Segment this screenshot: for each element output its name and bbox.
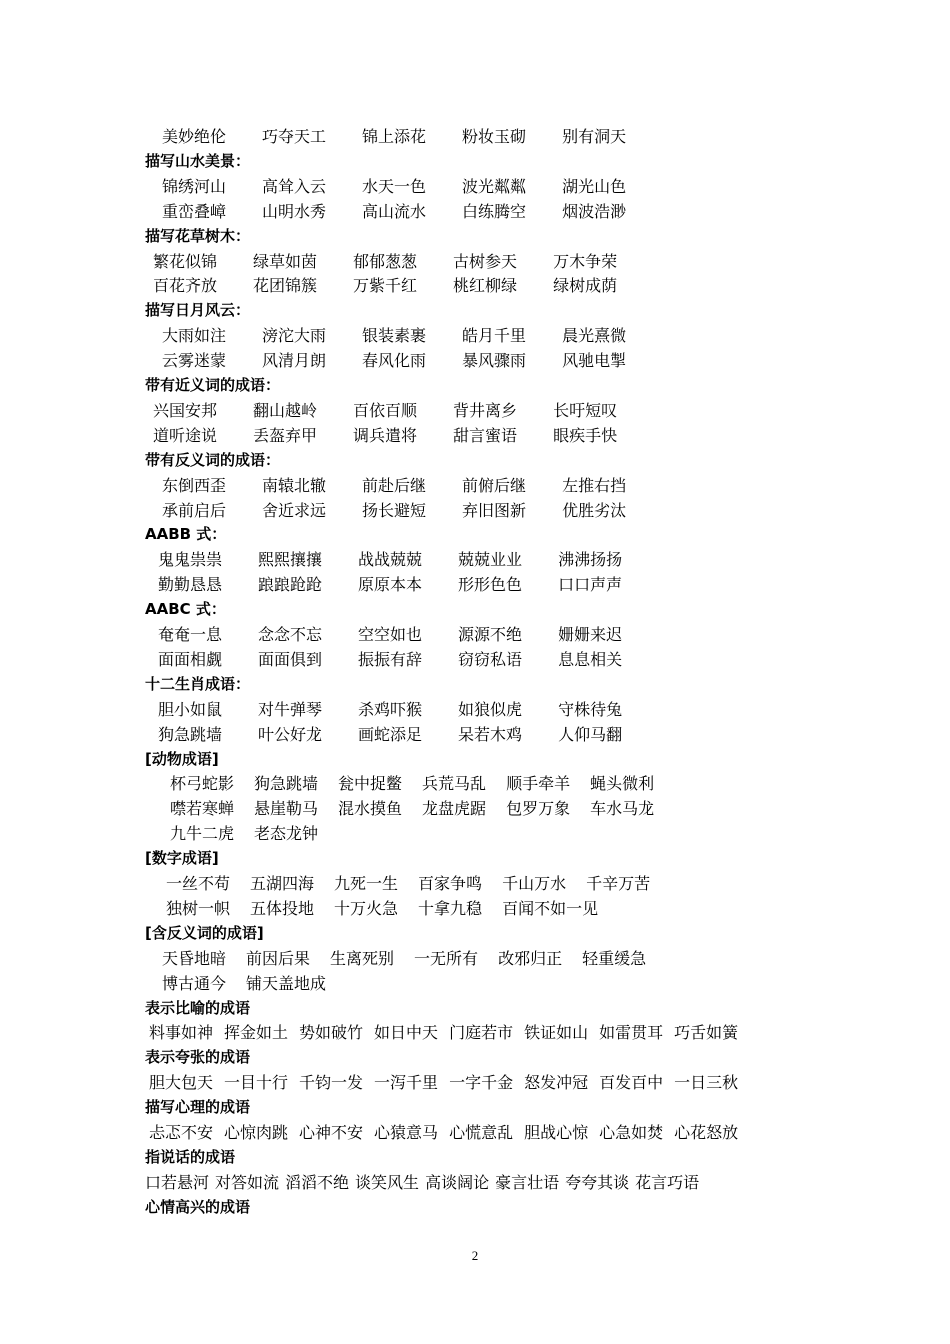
idiom: 银装素裹 xyxy=(362,326,427,346)
idiom: 生离死别 xyxy=(330,948,395,968)
idiom: 独树一帜 xyxy=(166,898,231,918)
idiom: 前因后果 xyxy=(246,948,311,968)
idiom: 守株待兔 xyxy=(558,699,623,719)
idiom: 悬崖勒马 xyxy=(254,799,319,819)
idiom: 面面相觑 xyxy=(158,649,223,669)
idiom: 美妙绝伦 xyxy=(162,127,227,146)
idiom: 万紫千红 xyxy=(353,276,418,296)
idiom: 口口声声 xyxy=(558,575,623,595)
idiom: 车水马龙 xyxy=(590,799,655,819)
idiom: 绿草如茵 xyxy=(253,251,318,271)
section-heading: [动物成语] xyxy=(145,749,219,768)
idiom: 如雷贯耳 xyxy=(599,1023,664,1043)
idiom: 大雨如注 xyxy=(162,326,227,346)
idiom: 一字千金 xyxy=(449,1073,514,1093)
idiom-row xyxy=(145,572,622,597)
idiom: 改邪归正 xyxy=(498,948,563,968)
idiom: 混水摸鱼 xyxy=(338,799,403,819)
section-heading: 心情高兴的成语 xyxy=(145,1197,251,1216)
idiom: 形形色色 xyxy=(458,575,523,595)
idiom: 噤若寒蝉 xyxy=(170,799,235,819)
idiom: 重峦叠嶂 xyxy=(162,201,227,221)
idiom: 狗急跳墙 xyxy=(254,774,319,794)
idiom: 锦上添花 xyxy=(362,127,427,146)
idiom: 胆大包天 xyxy=(149,1073,214,1093)
idiom: 姗姗来迟 xyxy=(558,625,623,644)
idiom: 对牛弹琴 xyxy=(258,699,323,719)
idiom: 蝇头微利 xyxy=(590,774,655,794)
idiom: 粉妆玉砌 xyxy=(462,127,527,146)
idiom: 千山万水 xyxy=(502,874,567,893)
idiom: 胆小如鼠 xyxy=(158,699,223,719)
idiom-row xyxy=(145,174,626,199)
idiom: 花团锦簇 xyxy=(253,276,318,296)
idiom: 风清月朗 xyxy=(262,351,327,371)
idiom: 振振有辞 xyxy=(358,649,423,669)
idiom: 心急如焚 xyxy=(599,1123,664,1142)
idiom: 如狼似虎 xyxy=(458,699,523,719)
idiom: 山明水秀 xyxy=(262,201,327,221)
idiom: 前赴后继 xyxy=(362,475,427,495)
idiom: 一丝不苟 xyxy=(166,874,231,893)
section-heading: 十二生肖成语： xyxy=(145,674,251,693)
idiom: 别有洞天 xyxy=(562,127,627,146)
idiom: 忐忑不安 xyxy=(149,1123,214,1142)
section-heading: 指说话的成语 xyxy=(145,1147,236,1166)
idiom: 舍近求远 xyxy=(262,500,327,520)
section-heading: 表示夸张的成语 xyxy=(145,1048,251,1067)
idiom: 湖光山色 xyxy=(562,176,627,196)
idiom-row xyxy=(145,796,654,821)
idiom: 铁证如山 xyxy=(524,1023,589,1043)
idiom: 对答如流 xyxy=(215,1172,280,1192)
idiom-row xyxy=(145,821,318,846)
idiom: 一目十行 xyxy=(224,1073,289,1093)
idiom: 心慌意乱 xyxy=(449,1123,514,1142)
idiom: 包罗万象 xyxy=(506,799,571,819)
idiom: 晨光熹微 xyxy=(562,326,627,346)
idiom: 巧舌如簧 xyxy=(674,1023,739,1043)
idiom: 面面俱到 xyxy=(258,649,323,669)
idiom-row xyxy=(145,771,654,796)
idiom-row xyxy=(145,398,617,423)
idiom: 龙盘虎踞 xyxy=(422,799,487,819)
idiom-row xyxy=(145,1170,699,1195)
idiom-row xyxy=(145,946,646,971)
idiom: 息息相关 xyxy=(558,649,623,669)
idiom: 兵荒马乱 xyxy=(422,774,487,794)
idiom: 繁花似锦 xyxy=(153,251,218,271)
idiom: 轻重缓急 xyxy=(582,948,647,968)
idiom: 丢盔弃甲 xyxy=(253,425,318,445)
idiom-row xyxy=(145,896,598,921)
section-heading: 描写日月风云： xyxy=(145,301,251,320)
idiom: 杯弓蛇影 xyxy=(170,774,235,794)
idiom-row xyxy=(145,323,626,348)
idiom-row xyxy=(145,473,626,498)
idiom: 豪言壮语 xyxy=(495,1172,560,1192)
idiom: 怒发冲冠 xyxy=(524,1073,589,1093)
idiom: 老态龙钟 xyxy=(254,824,319,844)
idiom: 千钧一发 xyxy=(299,1073,364,1093)
idiom-row xyxy=(145,124,626,149)
idiom: 原原本本 xyxy=(358,575,423,595)
idiom: 一日三秋 xyxy=(674,1073,739,1093)
idiom: 风驰电掣 xyxy=(562,351,627,371)
idiom: 郁郁葱葱 xyxy=(353,251,418,271)
idiom: 挥金如土 xyxy=(224,1023,289,1043)
idiom: 万木争荣 xyxy=(553,251,618,271)
idiom: 心惊肉跳 xyxy=(224,1123,289,1142)
idiom: 调兵遣将 xyxy=(353,425,418,445)
idiom: 沸沸扬扬 xyxy=(558,550,623,570)
idiom: 高山流水 xyxy=(362,201,427,221)
idiom: 博古通今 xyxy=(162,973,227,993)
idiom-row xyxy=(145,498,626,523)
idiom-row xyxy=(145,1120,738,1145)
idiom: 水天一色 xyxy=(362,176,427,196)
idiom: 顺手牵羊 xyxy=(506,774,571,794)
idiom: 云雾迷蒙 xyxy=(162,351,227,371)
idiom-row xyxy=(145,249,617,274)
idiom: 锦绣河山 xyxy=(162,176,227,196)
idiom: 五体投地 xyxy=(250,898,315,918)
idiom: 桃红柳绿 xyxy=(453,276,518,296)
idiom: 春风化雨 xyxy=(362,351,427,371)
idiom: 花言巧语 xyxy=(635,1172,700,1192)
idiom-row xyxy=(145,647,622,672)
idiom: 夸夸其谈 xyxy=(565,1172,630,1192)
idiom: 奄奄一息 xyxy=(158,625,223,644)
idiom: 鬼鬼祟祟 xyxy=(158,550,223,570)
idiom-row xyxy=(145,1070,738,1095)
idiom: 十万火急 xyxy=(334,898,399,918)
idiom-row xyxy=(145,348,626,373)
idiom: 踉踉跄跄 xyxy=(258,575,323,595)
idiom: 背井离乡 xyxy=(453,400,518,420)
idiom: 绿树成荫 xyxy=(553,276,618,296)
idiom: 熙熙攘攘 xyxy=(258,550,323,570)
section-heading: AABC 式： xyxy=(145,600,226,619)
idiom: 南辕北辙 xyxy=(262,475,327,495)
idiom: 道听途说 xyxy=(153,425,218,445)
idiom: 瓮中捉鳖 xyxy=(338,774,403,794)
idiom: 波光粼粼 xyxy=(462,176,527,196)
idiom: 百闻不如一见 xyxy=(502,898,599,918)
idiom-row xyxy=(145,722,622,747)
idiom: 翻山越岭 xyxy=(253,400,318,420)
idiom: 百发百中 xyxy=(599,1073,664,1093)
section-heading: [数字成语] xyxy=(145,849,219,868)
idiom: 心猿意马 xyxy=(374,1123,439,1142)
idiom-row xyxy=(145,199,626,224)
section-heading: 描写山水美景： xyxy=(145,151,251,170)
idiom: 杀鸡吓猴 xyxy=(358,699,423,719)
idiom: 心神不安 xyxy=(299,1123,364,1142)
idiom: 高谈阔论 xyxy=(425,1172,490,1192)
idiom: 口若悬河 xyxy=(145,1172,210,1192)
idiom: 勤勤恳恳 xyxy=(158,575,223,595)
idiom: 巧夺天工 xyxy=(262,127,327,146)
idiom: 百家争鸣 xyxy=(418,874,483,893)
idiom: 势如破竹 xyxy=(299,1023,364,1043)
idiom-row xyxy=(145,423,617,448)
section-heading: AABB 式： xyxy=(145,525,227,544)
idiom: 百依百顺 xyxy=(353,400,418,420)
idiom-row xyxy=(145,1020,738,1045)
idiom: 兢兢业业 xyxy=(458,550,523,570)
idiom: 人仰马翻 xyxy=(558,724,623,744)
idiom-row xyxy=(145,622,622,647)
idiom: 弃旧图新 xyxy=(462,500,527,520)
idiom-row xyxy=(145,273,617,298)
idiom: 九死一生 xyxy=(334,874,399,893)
idiom: 白练腾空 xyxy=(462,201,527,221)
idiom: 千辛万苦 xyxy=(586,874,651,893)
idiom: 长吁短叹 xyxy=(553,400,618,420)
idiom: 高耸入云 xyxy=(262,176,327,196)
idiom: 心花怒放 xyxy=(674,1123,739,1142)
idiom: 窃窃私语 xyxy=(458,649,523,669)
idiom: 东倒西歪 xyxy=(162,475,227,495)
idiom: 皓月千里 xyxy=(462,326,527,346)
section-heading: 带有近义词的成语： xyxy=(145,376,281,394)
idiom-row xyxy=(145,871,650,896)
idiom: 扬长避短 xyxy=(362,500,427,520)
idiom: 九牛二虎 xyxy=(170,824,235,844)
idiom: 空空如也 xyxy=(358,625,423,644)
idiom: 一无所有 xyxy=(414,948,479,968)
idiom: 叶公好龙 xyxy=(258,724,323,744)
idiom: 兴国安邦 xyxy=(153,400,218,420)
idiom: 战战兢兢 xyxy=(358,550,423,570)
idiom: 滂沱大雨 xyxy=(262,326,327,346)
idiom: 承前启后 xyxy=(162,500,227,520)
section-heading: 描写心理的成语 xyxy=(145,1098,251,1117)
idiom: 料事如神 xyxy=(149,1023,214,1043)
section-heading: 描写花草树木： xyxy=(145,226,251,245)
idiom-row xyxy=(145,971,326,996)
idiom: 百花齐放 xyxy=(153,276,218,296)
idiom: 门庭若市 xyxy=(449,1023,514,1043)
idiom: 铺天盖地成 xyxy=(246,973,327,993)
idiom: 十拿九稳 xyxy=(418,898,483,918)
idiom: 眼疾手快 xyxy=(553,425,618,445)
section-heading: 表示比喻的成语 xyxy=(145,998,251,1017)
idiom: 烟波浩渺 xyxy=(562,201,627,221)
idiom: 源源不绝 xyxy=(458,625,523,644)
idiom: 画蛇添足 xyxy=(358,724,423,744)
section-heading: [含反义词的成语] xyxy=(145,923,264,942)
idiom: 左推右挡 xyxy=(562,475,627,495)
idiom: 如日中天 xyxy=(374,1023,439,1043)
page-number: 2 xyxy=(471,1248,479,1263)
idiom: 五湖四海 xyxy=(250,874,315,893)
idiom: 暴风骤雨 xyxy=(462,351,527,371)
idiom: 甜言蜜语 xyxy=(453,425,518,445)
section-heading: 带有反义词的成语： xyxy=(145,450,281,469)
idiom-row xyxy=(145,697,622,722)
idiom: 前俯后继 xyxy=(462,475,527,495)
idiom: 谈笑风生 xyxy=(355,1172,420,1192)
idiom: 古树参天 xyxy=(453,251,518,271)
idiom: 优胜劣汰 xyxy=(562,500,627,520)
idiom: 一泻千里 xyxy=(374,1073,439,1093)
idiom-row xyxy=(145,547,622,572)
idiom: 念念不忘 xyxy=(258,625,323,644)
idiom: 滔滔不绝 xyxy=(285,1172,350,1192)
idiom: 天昏地暗 xyxy=(162,948,227,968)
idiom: 呆若木鸡 xyxy=(458,724,523,744)
idiom: 胆战心惊 xyxy=(524,1123,589,1142)
idiom: 狗急跳墙 xyxy=(158,724,223,744)
